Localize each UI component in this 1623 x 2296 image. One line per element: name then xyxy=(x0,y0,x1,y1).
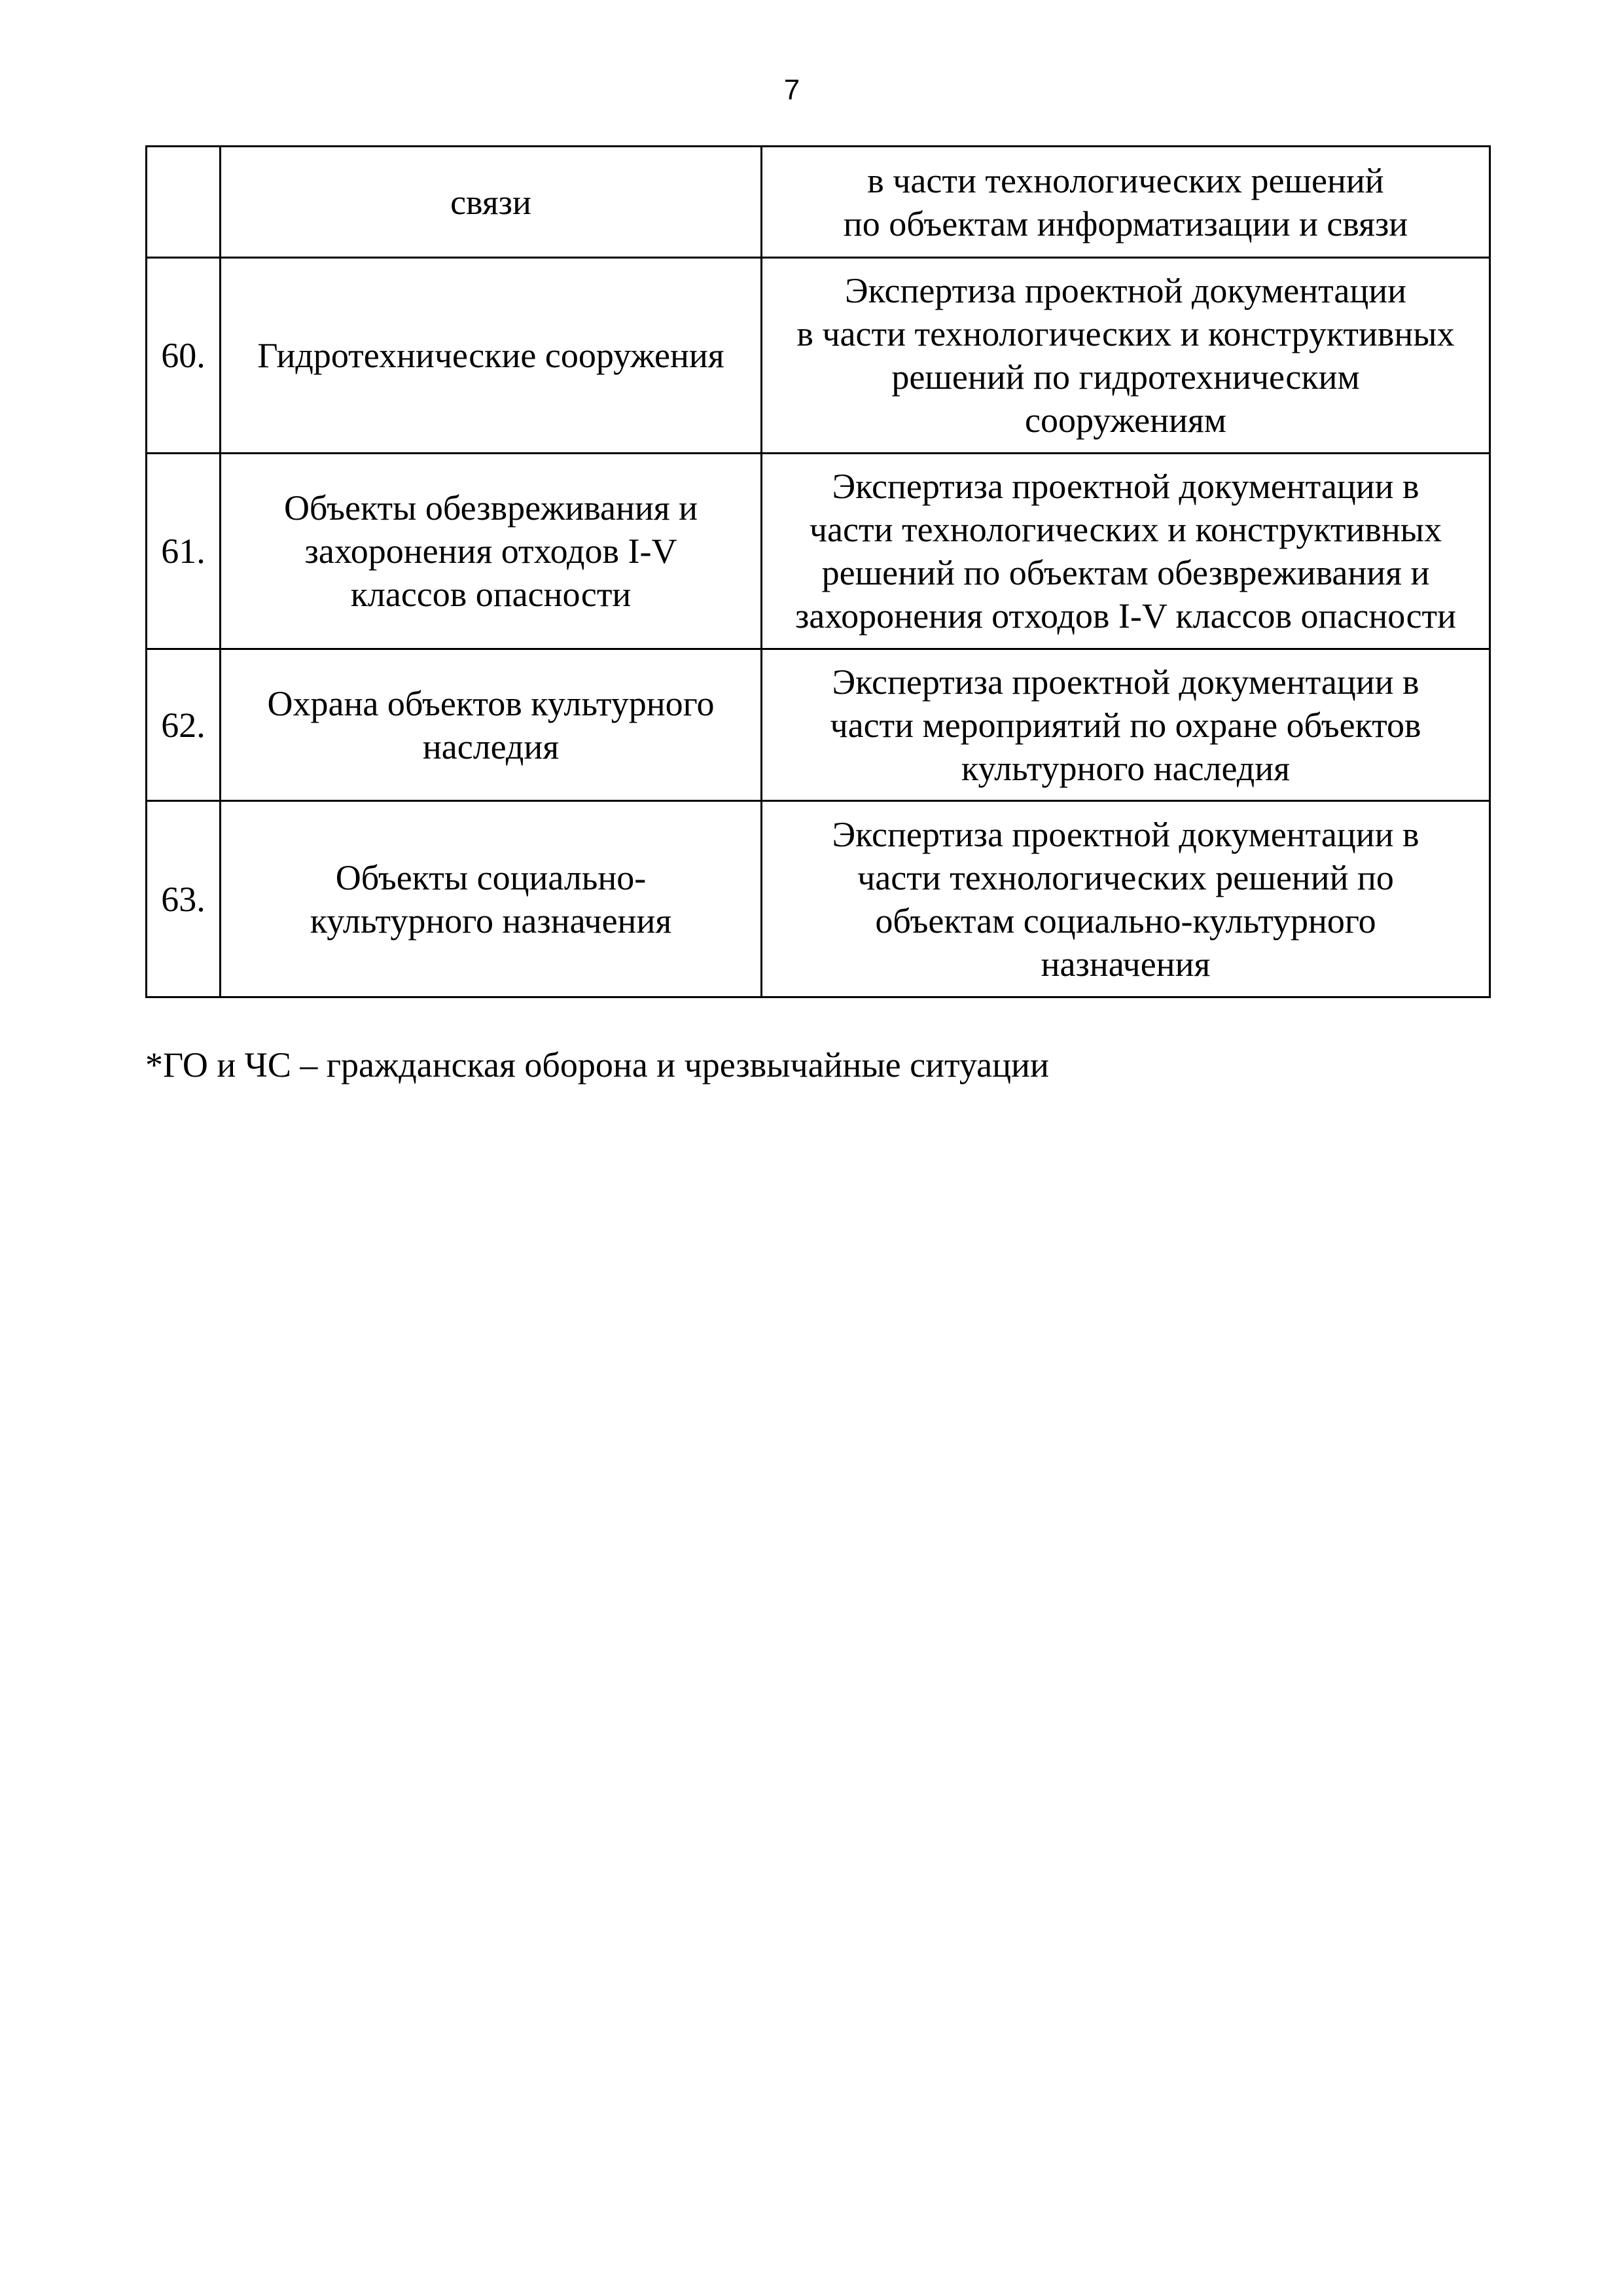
object-type-line: связи xyxy=(450,182,531,222)
row-number-cell: 62. xyxy=(147,649,221,801)
object-type-line: Объекты обезвреживания и xyxy=(283,488,698,528)
object-type-cell xyxy=(221,649,762,801)
expertise-description-cell xyxy=(762,147,1490,258)
expertise-line: по объектам информатизации и связи xyxy=(843,204,1408,243)
expertise-line: решений по объектам обезвреживания и xyxy=(821,553,1430,592)
table-row xyxy=(147,649,1490,801)
expertise-description-cell xyxy=(762,454,1490,649)
row-number-cell xyxy=(147,147,221,258)
expertise-description-cell xyxy=(762,801,1490,997)
expertise-line: захоронения отходов I-V классов опасности xyxy=(794,596,1457,636)
object-type-cell xyxy=(221,147,762,258)
table-row xyxy=(147,454,1490,649)
expertise-line: Экспертиза проектной документации в xyxy=(832,814,1419,854)
expertise-line: в части технологических решений xyxy=(867,160,1384,200)
object-type-cell xyxy=(221,454,762,649)
expertise-line: культурного наследия xyxy=(961,748,1290,788)
footnote: *ГО и ЧС – гражданская оборона и чрезвычайные ситуации xyxy=(145,1045,1049,1085)
expertise-line: части технологических и конструктивных xyxy=(809,510,1442,549)
object-type-line: наследия xyxy=(422,726,560,766)
expertise-line: Экспертиза проектной документации в xyxy=(832,467,1419,506)
expertise-description-cell xyxy=(762,258,1490,454)
table-row xyxy=(147,801,1490,997)
table-row xyxy=(147,258,1490,454)
expertise-line: объектам социально-культурного xyxy=(875,901,1376,941)
object-type-line: захоронения отходов I-V xyxy=(304,531,677,571)
expertise-line: сооружениям xyxy=(1025,401,1226,440)
table-row xyxy=(147,147,1490,258)
object-type-line: классов опасности xyxy=(350,575,632,614)
row-number-cell: 61. xyxy=(147,454,221,649)
expertise-line: Экспертиза проектной документации в xyxy=(832,662,1419,702)
expertise-line: решений по гидротехническим xyxy=(891,357,1360,397)
page-number: 7 xyxy=(783,74,800,106)
object-type-cell xyxy=(221,801,762,997)
expertise-line: в части технологических и конструктивных xyxy=(796,314,1455,353)
expertise-line: части мероприятий по охране объектов xyxy=(830,705,1421,745)
object-type-cell xyxy=(221,258,762,454)
object-type-line: Объекты социально- xyxy=(335,857,647,897)
object-type-line: Гидротехнические сооружения xyxy=(257,336,724,375)
expertise-line: части технологических решений по xyxy=(857,857,1394,897)
expertise-line: назначения xyxy=(1041,944,1211,984)
expertise-description-cell xyxy=(762,649,1490,801)
expertise-table xyxy=(145,145,1491,998)
object-type-line: культурного назначения xyxy=(310,901,672,941)
object-type-line: Охрана объектов культурного xyxy=(267,683,715,723)
expertise-line: Экспертиза проектной документации xyxy=(844,271,1407,310)
row-number-cell: 60. xyxy=(147,258,221,454)
row-number-cell: 63. xyxy=(147,801,221,997)
